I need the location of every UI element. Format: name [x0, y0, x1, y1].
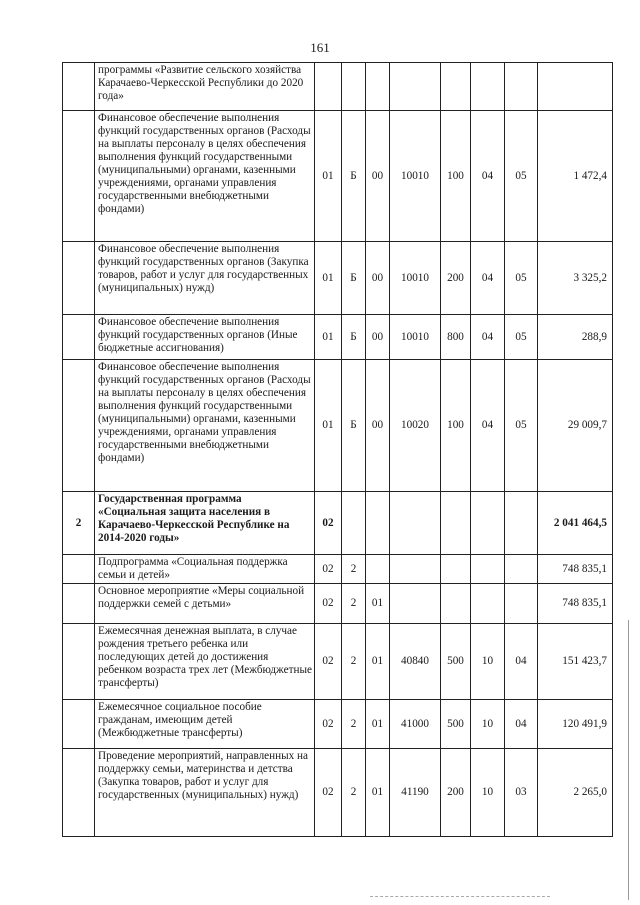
code-cell-c2: 2 — [342, 584, 366, 624]
table-row — [63, 63, 613, 111]
code-cell-c2: Б — [342, 360, 366, 492]
row-number-cell — [63, 315, 95, 360]
code-cell-c3: 00 — [366, 242, 390, 315]
row-name-cell: Подпрограмма «Социальная поддержка семьи и детей» — [95, 555, 315, 584]
code-cell-c1: 02 — [315, 749, 342, 837]
table-row — [63, 700, 613, 749]
code-cell-c5 — [441, 584, 471, 624]
code-cell-c5: 800 — [441, 315, 471, 360]
row-name-cell: Финансовое обеспечение выполнения функций государственных органов (Расходы на выплаты персоналу в целях обеспечения выполнения функций государственными (муниципальными) органами, казенными учреждениями, органами управления государственными внебюджетными фондами) — [95, 360, 315, 492]
code-cell-c7: 04 — [505, 700, 538, 749]
amount-cell: 151 423,7 — [538, 624, 613, 700]
code-cell-c6: 10 — [471, 624, 505, 700]
row-number-cell: 2 — [63, 492, 95, 555]
code-cell-c7: 05 — [505, 242, 538, 315]
row-number-cell — [63, 555, 95, 584]
code-cell-c6 — [471, 555, 505, 584]
row-number-cell — [63, 700, 95, 749]
code-cell-c1: 02 — [315, 584, 342, 624]
code-cell-c4 — [390, 63, 441, 111]
row-number-cell — [63, 242, 95, 315]
code-cell-c4 — [390, 555, 441, 584]
code-cell-c7: 05 — [505, 360, 538, 492]
code-cell-c1 — [315, 63, 342, 111]
code-cell-c3: 00 — [366, 360, 390, 492]
code-cell-c7: 04 — [505, 624, 538, 700]
amount-cell: 288,9 — [538, 315, 613, 360]
code-cell-c4: 10010 — [390, 111, 441, 242]
row-number-cell — [63, 749, 95, 837]
code-cell-c7: 05 — [505, 111, 538, 242]
amount-cell: 748 835,1 — [538, 584, 613, 624]
code-cell-c7 — [505, 555, 538, 584]
code-cell-c3: 01 — [366, 624, 390, 700]
code-cell-c5: 100 — [441, 111, 471, 242]
code-cell-c2: Б — [342, 315, 366, 360]
code-cell-c1: 01 — [315, 360, 342, 492]
row-name-cell: Ежемесячная денежная выплата, в случае рождения третьего ребенка или последующих детей до достижения ребенком возраста трех лет (Межбюджетные трансферты) — [95, 624, 315, 700]
row-name-cell: Финансовое обеспечение выполнения функций государственных органов (Закупка товаров, работ и услуг для государственных (муниципальных) нужд) — [95, 242, 315, 315]
code-cell-c7: 05 — [505, 315, 538, 360]
table-row — [63, 584, 613, 624]
row-name-cell: Проведение мероприятий, направленных на поддержку семьи, материнства и детства (Закупка товаров, работ и услуг для государственных (муниципальных) нужд) — [95, 749, 315, 837]
code-cell-c1: 02 — [315, 700, 342, 749]
code-cell-c2 — [342, 63, 366, 111]
code-cell-c1: 02 — [315, 492, 342, 555]
table-row — [63, 749, 613, 837]
code-cell-c2: Б — [342, 242, 366, 315]
code-cell-c5 — [441, 555, 471, 584]
code-cell-c6: 10 — [471, 700, 505, 749]
code-cell-c2: Б — [342, 111, 366, 242]
page-number: 161 — [310, 40, 330, 55]
amount-cell: 748 835,1 — [538, 555, 613, 584]
code-cell-c3: 01 — [366, 584, 390, 624]
scan-artifact-dash — [370, 896, 550, 898]
code-cell-c1: 02 — [315, 555, 342, 584]
code-cell-c1: 01 — [315, 242, 342, 315]
code-cell-c3 — [366, 63, 390, 111]
table-row — [63, 360, 613, 492]
amount-cell: 2 041 464,5 — [538, 492, 613, 555]
row-name-cell: Основное мероприятие «Меры социальной поддержки семей с детьми» — [95, 584, 315, 624]
amount-cell: 2 265,0 — [538, 749, 613, 837]
row-name-cell: программы «Развитие сельского хозяйства Карачаево-Черкесской Республики до 2020 года» — [95, 63, 315, 111]
code-cell-c2: 2 — [342, 749, 366, 837]
amount-cell: 29 009,7 — [538, 360, 613, 492]
code-cell-c6 — [471, 584, 505, 624]
budget-table — [62, 62, 613, 837]
code-cell-c2: 2 — [342, 555, 366, 584]
table-row — [63, 492, 613, 555]
code-cell-c5 — [441, 492, 471, 555]
code-cell-c7 — [505, 492, 538, 555]
code-cell-c2: 2 — [342, 624, 366, 700]
code-cell-c4: 10010 — [390, 315, 441, 360]
code-cell-c3: 01 — [366, 700, 390, 749]
code-cell-c3: 00 — [366, 111, 390, 242]
code-cell-c4: 40840 — [390, 624, 441, 700]
code-cell-c1: 02 — [315, 624, 342, 700]
row-name-cell: Государственная программа «Социальная защита населения в Карачаево-Черкесской Республике на 2014-2020 годы» — [95, 492, 315, 555]
table-row — [63, 624, 613, 700]
code-cell-c2: 2 — [342, 700, 366, 749]
code-cell-c6 — [471, 492, 505, 555]
code-cell-c6: 04 — [471, 111, 505, 242]
code-cell-c5 — [441, 63, 471, 111]
row-number-cell — [63, 63, 95, 111]
code-cell-c3: 00 — [366, 315, 390, 360]
code-cell-c4: 10020 — [390, 360, 441, 492]
table-row — [63, 315, 613, 360]
code-cell-c4 — [390, 492, 441, 555]
code-cell-c5: 200 — [441, 749, 471, 837]
scan-artifact-line — [628, 620, 629, 900]
table-row — [63, 242, 613, 315]
code-cell-c4: 10010 — [390, 242, 441, 315]
code-cell-c1: 01 — [315, 111, 342, 242]
code-cell-c6 — [471, 63, 505, 111]
code-cell-c6: 10 — [471, 749, 505, 837]
code-cell-c6: 04 — [471, 242, 505, 315]
code-cell-c5: 100 — [441, 360, 471, 492]
code-cell-c2 — [342, 492, 366, 555]
table-row — [63, 111, 613, 242]
code-cell-c3 — [366, 492, 390, 555]
amount-cell: 3 325,2 — [538, 242, 613, 315]
table-row — [63, 555, 613, 584]
row-name-cell: Финансовое обеспечение выполнения функций государственных органов (Иные бюджетные ассигнования) — [95, 315, 315, 360]
row-name-cell: Финансовое обеспечение выполнения функций государственных органов (Расходы на выплаты персоналу в целях обеспечения выполнения функций государственными (муниципальными) органами, казенными учреждениями, органами управления государственными внебюджетными фондами) — [95, 111, 315, 242]
code-cell-c6: 04 — [471, 360, 505, 492]
amount-cell — [538, 63, 613, 111]
code-cell-c4: 41190 — [390, 749, 441, 837]
code-cell-c4: 41000 — [390, 700, 441, 749]
row-number-cell — [63, 111, 95, 242]
row-number-cell — [63, 584, 95, 624]
code-cell-c7 — [505, 584, 538, 624]
code-cell-c5: 500 — [441, 700, 471, 749]
code-cell-c7: 03 — [505, 749, 538, 837]
code-cell-c5: 500 — [441, 624, 471, 700]
code-cell-c6: 04 — [471, 315, 505, 360]
row-name-cell: Ежемесячное социальное пособие гражданам, имеющим детей (Межбюджетные трансферты) — [95, 700, 315, 749]
code-cell-c4 — [390, 584, 441, 624]
code-cell-c5: 200 — [441, 242, 471, 315]
code-cell-c7 — [505, 63, 538, 111]
row-number-cell — [63, 624, 95, 700]
amount-cell: 1 472,4 — [538, 111, 613, 242]
code-cell-c3: 01 — [366, 749, 390, 837]
row-number-cell — [63, 360, 95, 492]
code-cell-c1: 01 — [315, 315, 342, 360]
amount-cell: 120 491,9 — [538, 700, 613, 749]
code-cell-c3 — [366, 555, 390, 584]
